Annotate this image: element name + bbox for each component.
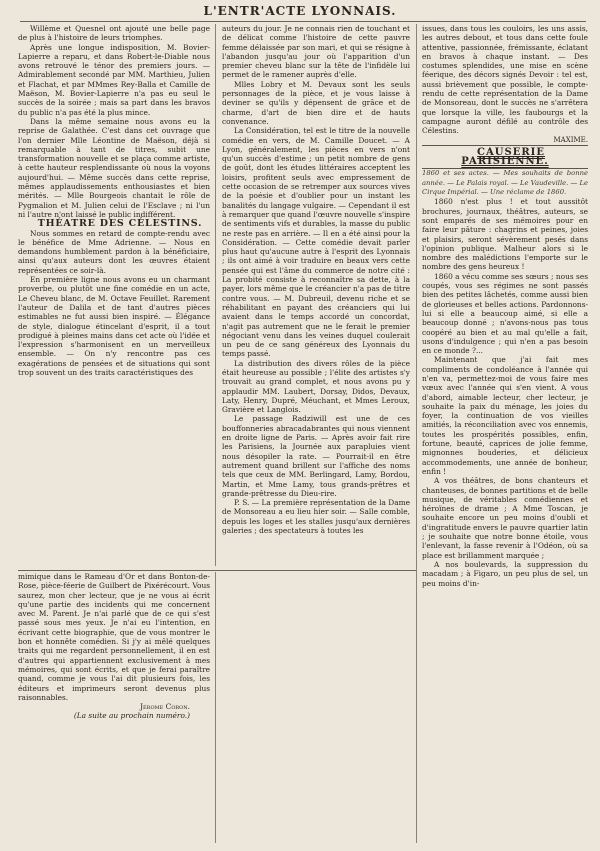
article-paragraph: La Considération, tel est le titre de la nouvelle comédie en vers, de M. Camille Doucet. — A Lyon, généralement, les pièces en vers n'ont qu'un succès d'estime ; un petit nombre de gens de goût, dont les études littéraires acceptent les loisirs, profitent seuls avec empressement de cette occasion de se retremper aux sources vives de la poésie et d'oublier pour un instant les banalités du langage vulgaire. — Cependant il est à remarquer que quand l'œuvre nouvelle s'inspire de sentiments vifs et durables, la masse du public ne reste pas en arrière. — Il en a été ainsi pour la Considération. — Cette comédie devait parler plus haut qu'aucune autre à l'esprit des Lyonnais ; ils ont aimé à voir traduire en beaux vers cette pensée qui est l'âme du commerce de notre cité : La probité consiste à reconnaître sa dette, à la payer, lors même que le créancier n'a pas de titre contre vous. — M. Dubreuil, devenu riche et se réhabilitant en payant des créanciers qui lui avaient dans le temps accordé un concordat, n'agit pas autrement que ne le ferait le premier négociant venu dans les veines duquel coulerait un peu de ce sang généreux des Lyonnais du temps passé. <box>222 126 410 359</box>
article-paragraph: En première ligne nous avons eu un charmant proverbe, ou plutôt une fine comédie en un acte, Le Cheveu blanc, de M. Octave Feuillet. Rarement l'auteur de Dalila et de tant d'autres pièces estimables ne fut aussi bien inspiré. — Élégance de style, dialogue étincelant d'esprit, il a tout prodigué à pleines mains dans cet acte où l'idée et l'expression s'harmonisent en un merveilleux ensemble. — On n'y rencontre pas ces exagérations de pensées et de situations qui sont trop souvent un des traits caractéristiques des <box>18 275 210 377</box>
article-paragraph: 1860 a vécu comme ses sœurs ; nous ses coupés, vous ses régimes ne sont passés bien des petites lâchetés, comme aussi bien de glorieuses et belles actions. Pardonnons-lui si elle a beaucoup aimé, si elle a beaucoup donné ; n'avons-nous pas tous coopéré au bien et au mal qu'elle a fait, usons d'indulgence ; qui n'en a pas besoin en ce monde ?... <box>422 271 588 356</box>
page-header: L'ENTR'ACTE LYONNAIS. <box>203 4 397 18</box>
article-paragraph: La distribution des divers rôles de la pièce était heureuse au possible ; l'élite des artistes s'y trouvait au grand complet, et nous avons pu y applaudir MM. Laubert, Dorsay, Didos, Devaux, Laty, Henry, Dupré, Méuchant, et Mmes Leroux, Gravière et Langlois. <box>222 358 410 415</box>
article-paragraph: P. S. — La première représentation de la Dame de Monsoreau a eu lieu hier soir. — Salle comble, depuis les loges et les stalles jusqu'aux dernières galeries ; des spectateurs à toutes les <box>222 498 410 536</box>
article-paragraph: Le passage Radziwill est une de ces bouffonneries abracadabrantes qui nous viennent en droite ligne de Paris. — Après avoir fait rire les Parisiens, la Journée aux parapluies vient nous désopiler la rate. — Pourrait-il en être autrement quand brillent sur l'affiche des noms tels que ceux de MM. Berlingard, Lamy, Bordou, Martin, et Mme Lamy, tous grands-prêtres et grande-prêtresse du Dieu-rire. <box>222 414 410 498</box>
column-separator <box>416 24 417 843</box>
feuilleton-signature: Jérome Coron. <box>140 702 190 712</box>
feuilleton-continued: (La suite au prochain numéro.) <box>73 711 190 721</box>
article-paragraph: Nous sommes en retard de compte-rendu avec le bénéfice de Mme Adrienne. — Nous en demandons humblement pardon à la bénéficiaire, ainsi qu'aux auteurs dont les œuvres étaient représentées ce soir-là. <box>18 228 210 275</box>
article-paragraph: Après une longue indisposition, M. Bovier-Lapierre a reparu, et dans Robert-le-Diable nous avons retrouvé le ténor des premiers jours. — Admirablement secondé par MM. Marthieu, Julien et Flachat, et par MMmes Rey-Balla et Camille de Maëson, M. Bovier-Lapierre n'a pas eu seul le succès de la soirée ; mais sa part dans les bravos du public n'a pas été la plus mince. <box>18 42 210 117</box>
column-2 <box>222 24 410 566</box>
header-rule <box>20 21 586 22</box>
article-paragraph: Willème et Quesnel ont ajouté une belle page de plus à l'histoire de leurs triomphes. <box>18 24 210 43</box>
article-paragraph: Mlles Lobry et M. Devaux sont les seuls personnages de la pièce, et je vous laisse à deviner se qu'ils y dépensent de grâce et de charme, d'art de bien dire et de hauts convenance. <box>222 79 410 126</box>
feuilleton-column-1 <box>18 572 210 843</box>
article-paragraph: 1860 n'est plus ! et tout aussitôt brochures, journaux, théâtres, auteurs, se sont emparés de ses mémoires pour en faire leur pâture : chagrins et peines, joies et plaisirs, seront sévèrement pesés dans l'opinion publique. Malheur alors si le nombre des malédictions l'emporte sur le nombre des gens heureux ! <box>422 197 588 272</box>
author-signature: MAXIME. <box>553 135 588 144</box>
section-title-celestins: THÉATRE DES CÉLESTINS. <box>37 218 203 230</box>
column-1 <box>18 24 210 566</box>
article-paragraph: auteurs du jour. Je ne connais rien de touchant et de délicat comme l'histoire de cette pauvre femme délaissée par son mari, et qui se résigne à l'abandon jusqu'au jour où l'apparition d'un premier cheveu blanc sur la tête de l'infidèle lui permet de le ramener auprès d'elle. <box>222 24 410 80</box>
feuilleton-column-2 <box>222 572 410 843</box>
section-title-causerie: CAUSERIE PARISIENNE. <box>422 145 588 170</box>
feuilleton-divider <box>18 570 416 571</box>
section-subhead: 1860 et ses actes. — Mes souhaits de bonne année. — Le Palais royal. — Le Vaudeville. — Le Cirque Impérial. — Une réclame de 1860. <box>422 169 588 197</box>
column-3 <box>422 24 588 843</box>
article-paragraph: A vos théâtres, de bons chanteurs et chanteuses, de bonnes partitions et de belle musique, de véritables comédiennes et héroïnes de drame ; A Mme Toscan, je souhaite encore un peu moins d'oubli et d'ingratitude envers le pauvre quartier latin ; je souhaite que notre bonne étoile, vous l'enlevant, la fasse revenir à l'Odéon, où sa place est brillamment marquée ; <box>422 476 588 560</box>
article-paragraph: Dans la même semaine nous avons eu la reprise de Galathée. C'est dans cet ouvrage que l'on dernier Mlle Léontine de Maëson, déjà si remarquable à tant de titres, subit une transformation nouvelle et se plaça comme artiste, à cette hauteur resplendissante où nous la voyons aujourd'hui. — Même succès dans cette reprise, mêmes applaudissements enthousiastes et bien mérités. — Mlle Bourgeois chantait le rôle de Pygmalion et M. Julien celui de l'Esclave ; ni l'un ni l'autre n'ont laissé le public indifférent. <box>18 116 210 219</box>
column-separator <box>215 572 216 843</box>
column-separator <box>215 24 216 566</box>
article-paragraph: A nos boulevards, la suppression du macadam ; à Figaro, un peu plus de sel, un peu moins d'in- <box>422 559 588 588</box>
article-paragraph: issues, dans tous les couloirs, les uns assis, les autres debout, et tous dans cette foule attentive, passionnée, frémissante, éclatant en bravos à chaque instant. — Des costumes splendides, une mise en scène féerique, des décors signés Devoir : tel est, aussi brièvement que possible, le compte-rendu de cette représentation de la Dame de Monsoreau, dont le succès ne s'arrêtera que lorsque la ville, les faubourgs et la campagne auront défilé au contrôle des Célestins. <box>422 24 588 136</box>
article-paragraph: Maintenant que j'ai fait mes compliments de condoléance à l'année qui n'en va, permettez-moi de vous faire mes vœux avec l'année qui s'en vient. A vous d'abord, aimable lecteur, cher lecteur, je souhaite la paix du ménage, les joies du foyer, la continuation de vos vieilles amitiés, la réconciliation avec vos ennemis, toutes les prospérités possibles, enfin, fortune, beauté, caprices de jolie femme, mignonnes bouderies, et délicieux accommodements, une année de bonheur, enfin ! <box>422 355 588 476</box>
feuilleton-text: mimique dans le Rameau d'Or et dans Bonton-de-Rose, pièce-féerie de Guilbert de Pixérécourt. Vous saurez, mon cher lecteur, que je ne vous ai écrit qu'une partie des incidents qui me concernent avec M. Parent. Je n'ai parlé que de ce qui s'est passé sous mes yeux. Je n'ai eu l'intention, en écrivant cette biographie, que de vous montrer le bon et honnête comédien. Si j'y ai mêlé quelques traits qui me regardent personnellement, il en est d'autres qui appartiennent exclusivement à mes mémoires, qui sont écrits, et que je ferai paraître quand, comme je vous l'ai dit plusieurs fois, les éditeurs et imprimeurs seront devenus plus raisonnables. <box>18 572 210 702</box>
